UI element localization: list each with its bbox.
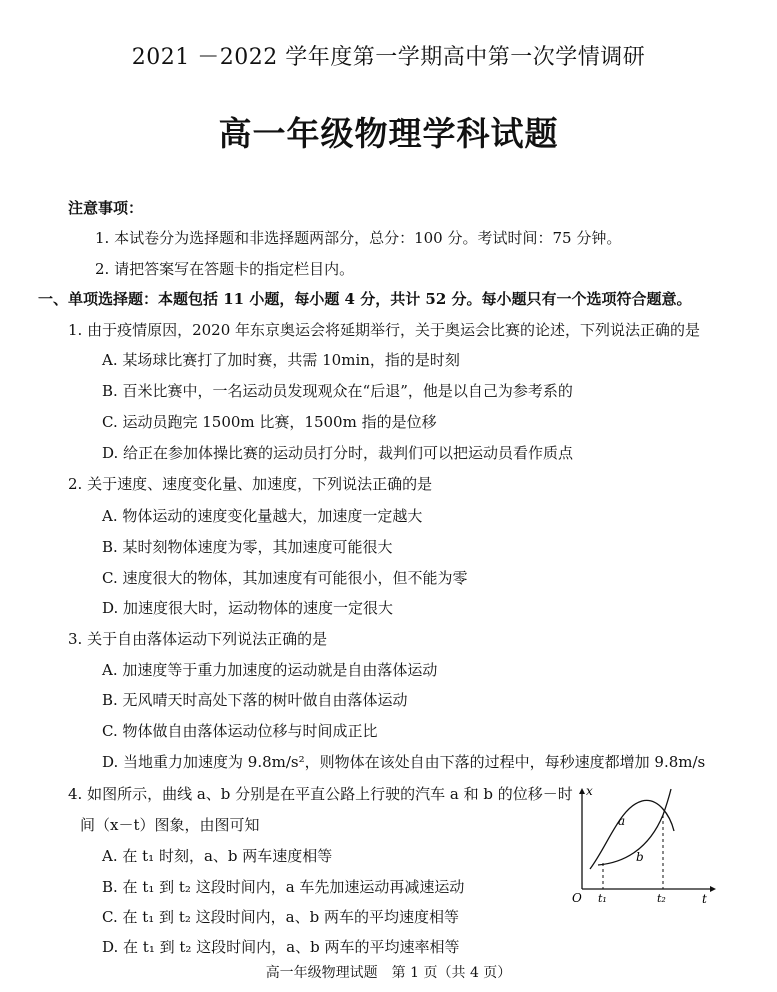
question-4-option-d: D. 在 t₁ 到 t₂ 这段时间内，a、b 两车的平均速率相等 <box>102 938 460 956</box>
t1-label: t₁ <box>598 892 607 905</box>
origin-label: O <box>572 891 582 905</box>
question-2-option-b: B. 某时刻物体速度为零，其加速度可能很大 <box>102 538 393 556</box>
question-3-option-a: A. 加速度等于重力加速度的运动就是自由落体运动 <box>102 661 438 679</box>
exam-header: 2021 －2022 学年度第一学期高中第一次学情调研 <box>131 45 646 70</box>
t2-label: t₂ <box>657 892 666 905</box>
question-1-option-c: C. 运动员跑完 1500m 比赛，1500m 指的是位移 <box>102 413 437 431</box>
question-2-option-d: D. 加速度很大时，运动物体的速度一定很大 <box>102 599 394 617</box>
question-4-option-a: A. 在 t₁ 时刻，a、b 两车速度相等 <box>102 847 333 865</box>
exam-title: 高一年级物理学科试题 <box>218 114 559 153</box>
notice-item: 1. 本试卷分为选择题和非选择题两部分，总分：100 分。考试时间：75 分钟。 <box>95 229 622 247</box>
question-1-option-a: A. 某场球比赛打了加时赛，共需 10min，指的是时刻 <box>102 351 460 369</box>
curve-a-label: a <box>618 814 626 828</box>
xt-graph-figure <box>560 785 720 905</box>
question-1-option-b: B. 百米比赛中，一名运动员发现观众在“后退”，他是以自己为参考系的 <box>102 382 573 400</box>
curve-a <box>590 800 674 869</box>
question-3-option-b: B. 无风晴天时高处下落的树叶做自由落体运动 <box>102 691 408 709</box>
curve-b-label: b <box>636 850 644 864</box>
section-heading: 一、单项选择题：本题包括 11 小题，每小题 4 分，共计 52 分。每小题只有一个选项符合题意。 <box>38 290 692 308</box>
question-1-option-d: D. 给正在参加体操比赛的运动员打分时，裁判们可以把运动员看作质点 <box>102 444 574 462</box>
curve-b <box>598 789 671 865</box>
question-4-stem-cont: 间（x－t）图象，由图可知 <box>80 816 260 834</box>
x-axis-label: x <box>586 785 593 798</box>
question-2-option-a: A. 物体运动的速度变化量越大，加速度一定越大 <box>102 507 423 525</box>
page-footer: 高一年级物理试题 第 1 页（共 4 页） <box>265 965 512 981</box>
question-2-stem: 2. 关于速度、速度变化量、加速度，下列说法正确的是 <box>68 475 433 493</box>
notice-heading: 注意事项： <box>68 199 144 217</box>
x-axis-arrow <box>579 788 585 794</box>
question-3-option-d: D. 当地重力加速度为 9.8m/s²，则物体在该处自由下落的过程中，每秒速度都增加 9.8m/s <box>102 753 706 771</box>
t-axis-arrow <box>710 886 716 892</box>
question-3-option-c: C. 物体做自由落体运动位移与时间成正比 <box>102 722 378 740</box>
question-3-stem: 3. 关于自由落体运动下列说法正确的是 <box>68 630 328 648</box>
t-axis-label: t <box>702 892 707 905</box>
question-1-stem: 1. 由于疫情原因，2020 年东京奥运会将延期举行，关于奥运会比赛的论述，下列说法正确的是 <box>68 321 701 339</box>
question-4-stem: 4. 如图所示，曲线 a、b 分别是在平直公路上行驶的汽车 a 和 b 的位移－时 <box>68 785 573 803</box>
question-4-option-b: B. 在 t₁ 到 t₂ 这段时间内，a 车先加速运动再减速运动 <box>102 878 465 896</box>
notice-item: 2. 请把答案写在答题卡的指定栏目内。 <box>95 260 355 278</box>
question-2-option-c: C. 速度很大的物体，其加速度有可能很小，但不能为零 <box>102 569 468 587</box>
question-4-option-c: C. 在 t₁ 到 t₂ 这段时间内，a、b 两车的平均速度相等 <box>102 908 459 926</box>
